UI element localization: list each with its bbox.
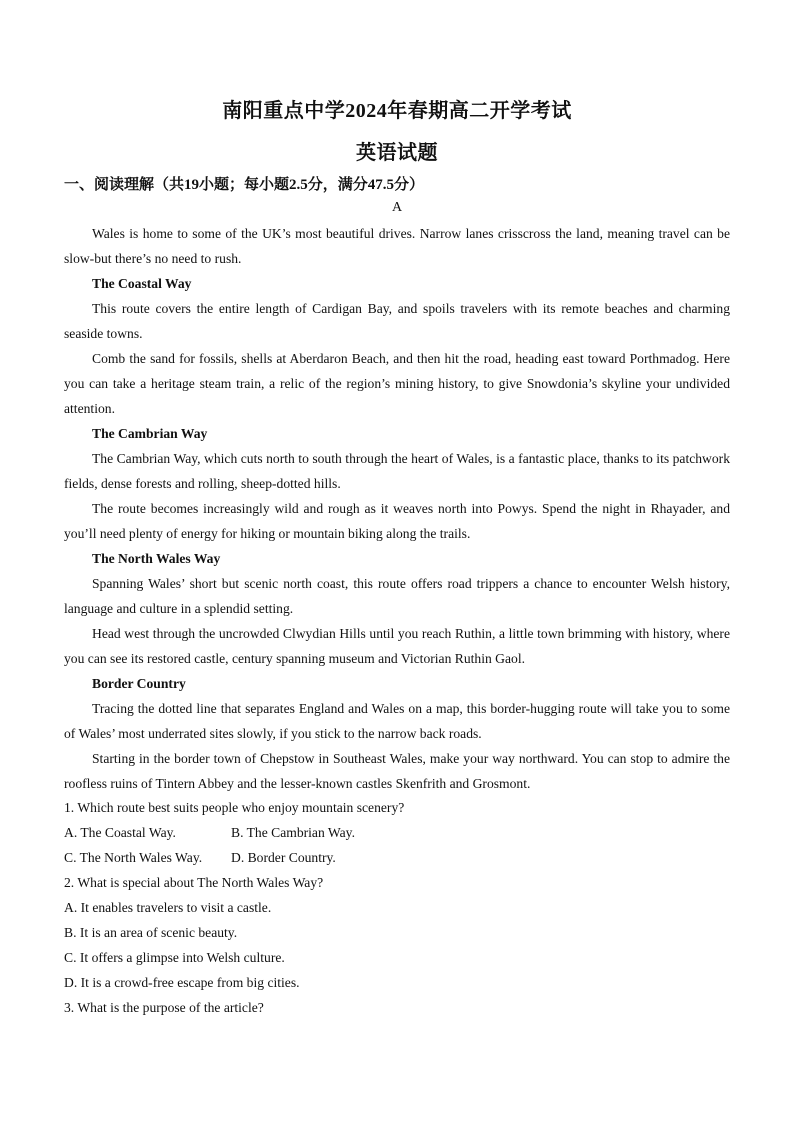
answer-option: C. The North Wales Way. bbox=[64, 850, 203, 865]
question-stem: 2. What is special about The North Wales Way? bbox=[64, 875, 324, 890]
answer-option: C. It offers a glimpse into Welsh culture. bbox=[64, 950, 285, 965]
option-row bbox=[64, 845, 730, 870]
route-heading: The Coastal Way bbox=[92, 276, 192, 291]
question-stem: 1. Which route best suits people who enjoy mountain scenery? bbox=[64, 800, 405, 815]
passage-paragraph: The Cambrian Way, which cuts north to south through the heart of Wales, is a fantastic place, thanks to its patchwork fields, dense forests and rolling, sheep-dotted hills. bbox=[64, 451, 730, 491]
passage-paragraph: Tracing the dotted line that separates England and Wales on a map, this border-hugging route will take you to some of Wales’ most underrated sites slowly, if you stick to the narrow back roads. bbox=[64, 701, 730, 741]
passage-paragraph: Starting in the border town of Chepstow in Southeast Wales, make your way northward. You can stop to admire the roofless ruins of Tintern Abbey and the lesser-known castles Skenfrith and Grosmont. bbox=[64, 751, 730, 791]
passage-paragraph: Comb the sand for fossils, shells at Aberdaron Beach, and then hit the road, heading east toward Porthmadog. Here you can take a heritage steam train, a relic of the region’s mining history, to give Snowdonia’s skyline your undivided attention. bbox=[64, 351, 730, 416]
answer-option: D. It is a crowd-free escape from big cities. bbox=[64, 975, 300, 990]
exam-subtitle: 英语试题 bbox=[356, 142, 438, 164]
section-heading: 一、阅读理解（共19小题；每小题2.5分，满分47.5分） bbox=[64, 177, 425, 193]
answer-option: A. It enables travelers to visit a castle. bbox=[64, 900, 272, 915]
passage-paragraph: The route becomes increasingly wild and rough as it weaves north into Powys. Spend the night in Rhayader, and you’ll need plenty of energy for hiking or mountain biking along the trails. bbox=[64, 501, 730, 541]
route-heading: The Cambrian Way bbox=[92, 426, 208, 441]
passage-body bbox=[64, 221, 730, 796]
answer-option: B. It is an area of scenic beauty. bbox=[64, 925, 238, 940]
question-stem: 3. What is the purpose of the article? bbox=[64, 1000, 264, 1015]
question-list bbox=[64, 795, 730, 1020]
option-row bbox=[64, 820, 730, 845]
exam-title: 南阳重点中学2024年春期高二开学考试 bbox=[222, 100, 572, 122]
answer-option: A. The Coastal Way. bbox=[64, 825, 176, 840]
answer-option: B. The Cambrian Way. bbox=[231, 825, 355, 840]
passage-label: A bbox=[391, 200, 403, 215]
passage-paragraph: This route covers the entire length of Cardigan Bay, and spoils travelers with its remote beaches and charming seaside towns. bbox=[64, 301, 730, 341]
answer-option: D. Border Country. bbox=[231, 850, 336, 865]
passage-paragraph: Spanning Wales’ short but scenic north coast, this route offers road trippers a chance to encounter Welsh history, language and culture in a splendid setting. bbox=[64, 576, 730, 616]
route-heading: Border Country bbox=[92, 676, 186, 691]
route-heading: The North Wales Way bbox=[92, 551, 221, 566]
passage-paragraph: Wales is home to some of the UK’s most beautiful drives. Narrow lanes crisscross the land, meaning travel can be slow-but there’s no need to rush. bbox=[64, 226, 730, 266]
passage-paragraph: Head west through the uncrowded Clwydian Hills until you reach Ruthin, a little town brimming with history, where you can see its restored castle, century spanning museum and Victorian Ruthin Gaol. bbox=[64, 626, 730, 666]
